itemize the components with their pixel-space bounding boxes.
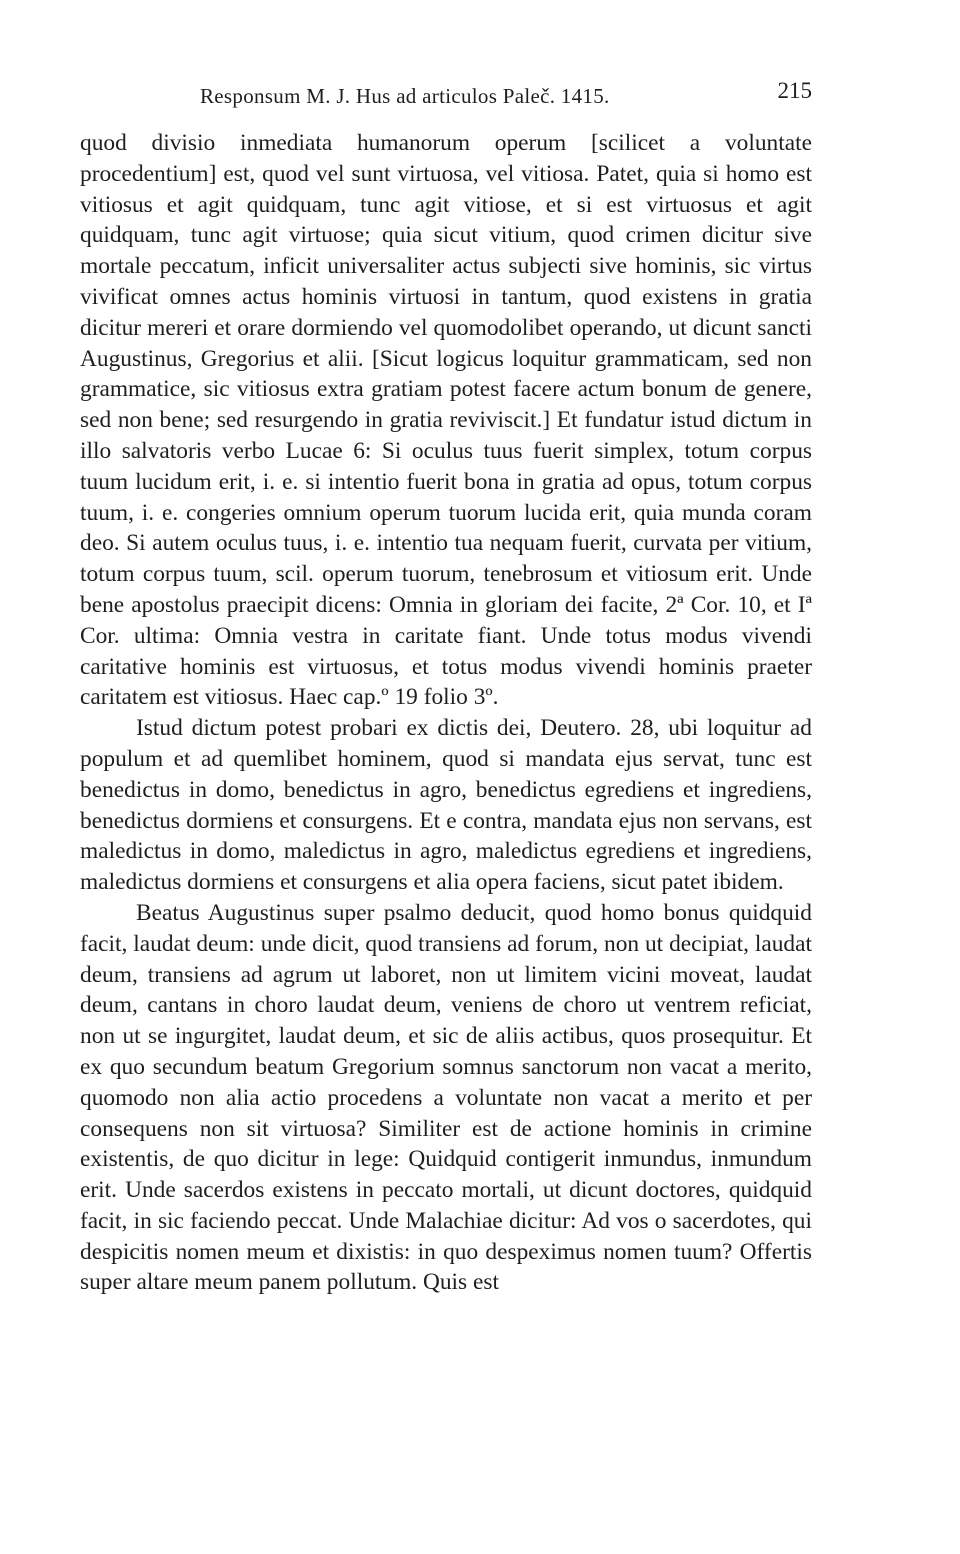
page-number: 215 <box>777 78 812 103</box>
paragraph-1: quod divisio inmediata humanorum operum [scilicet a voluntate procedentium] est, quod vel sunt virtuosa, vel vitiosa. Patet, quia si homo est vitiosus et agit quidquam, tunc agit vitiose, et si est virtuosus et agit quidquam, tunc agit virtuose; quia sicut vitium, quod crimen dicitur sive mortale peccatum, inficit universaliter actus subjecti sive hominis, sic virtus vivificat omnes actus hominis virtuosi in tantum, quod existens in gratia dicitur mereri et orare dormiendo vel quomodolibet operando, ut dicunt sancti Augustinus, Gregorius et alii. [Sicut logicus loquitur grammaticam, sed non grammatice, sic vitiosus extra gratiam potest facere actum bonum de genere, sed non bene; sed resurgendo in gratia reviviscit.] Et fundatur istud dictum in illo salvatoris verbo Lucae 6: Si oculus tuus fuerit simplex, totum corpus tuum lucidum erit, i. e. si intentio fuerit bona in gratia ad opus, totum corpus tuum, i. e. congeries omnium operum tuorum lucida erit, quia munda coram deo. Si autem oculus tuus, i. e. intentio tua nequam fuerit, curvata per vitium, totum corpus tuum, scil. operum tuorum, tenebrosum et vitiosum erit. Unde bene apostolus praecipit dicens: Omnia in gloriam dei facite, 2ª Cor. 10, et Iª Cor. ultima: Omnia vestra in caritate fiant. Unde totus modus vivendi caritative hominis est virtuosus, et totus modus vivendi hominis praeter caritatem est vitiosus. Haec cap.º 19 folio 3º. <box>80 130 812 711</box>
body-text <box>80 128 812 1298</box>
paragraph-2: Istud dictum potest probari ex dictis dei, Deutero. 28, ubi loquitur ad populum et ad quemlibet hominem, quod si mandata ejus servat, tunc est benedictus in domo, benedictus in agro, benedictus egrediens et ingrediens, benedictus dormiens et consurgens. Et e contra, mandata ejus non servans, est maledictus in domo, maledictus in agro, maledictus egrediens et ingrediens, maledictus dormiens et consurgens et alia opera faciens, sicut patet ibidem. <box>80 715 812 896</box>
page-header <box>80 72 812 128</box>
paragraph-3: Beatus Augustinus super psalmo deducit, quod homo bonus quidquid facit, laudat deum: unde dicit, quod transiens ad forum, non ut decipiat, laudat deum, transiens ad agrum ut laboret, non ut limitem vicini moveat, laudat deum, cantans in choro laudat deum, veniens de choro ut ventrem reficiat, non ut se ingurgitet, laudat deum, et sic de aliis actibus, quos prosequitur. Et ex quo secundum beatum Gregorium somnus sanctorum non vacat a merito, quomodo non alia actio procedens a voluntate non vacat a merito et per consequens non sit virtuosa? Similiter est de actione hominis in crimine existentis, de quo dicitur in lege: Quidquid contigerit inmundus, inmundum erit. Unde sacerdos existens in peccato mortali, ut dicunt doctores, quidquid facit, in sic faciendo peccat. Unde Malachiae dicitur: Ad vos o sacerdotes, qui despicitis nomen meum et dixistis: in quo despeximus nomen tuum? Offertis super altare meum panem pollutum. Quis est <box>80 899 812 1296</box>
running-title: Responsum M. J. Hus ad articulos Paleč. 1415. <box>200 84 610 108</box>
book-page <box>80 72 812 1298</box>
